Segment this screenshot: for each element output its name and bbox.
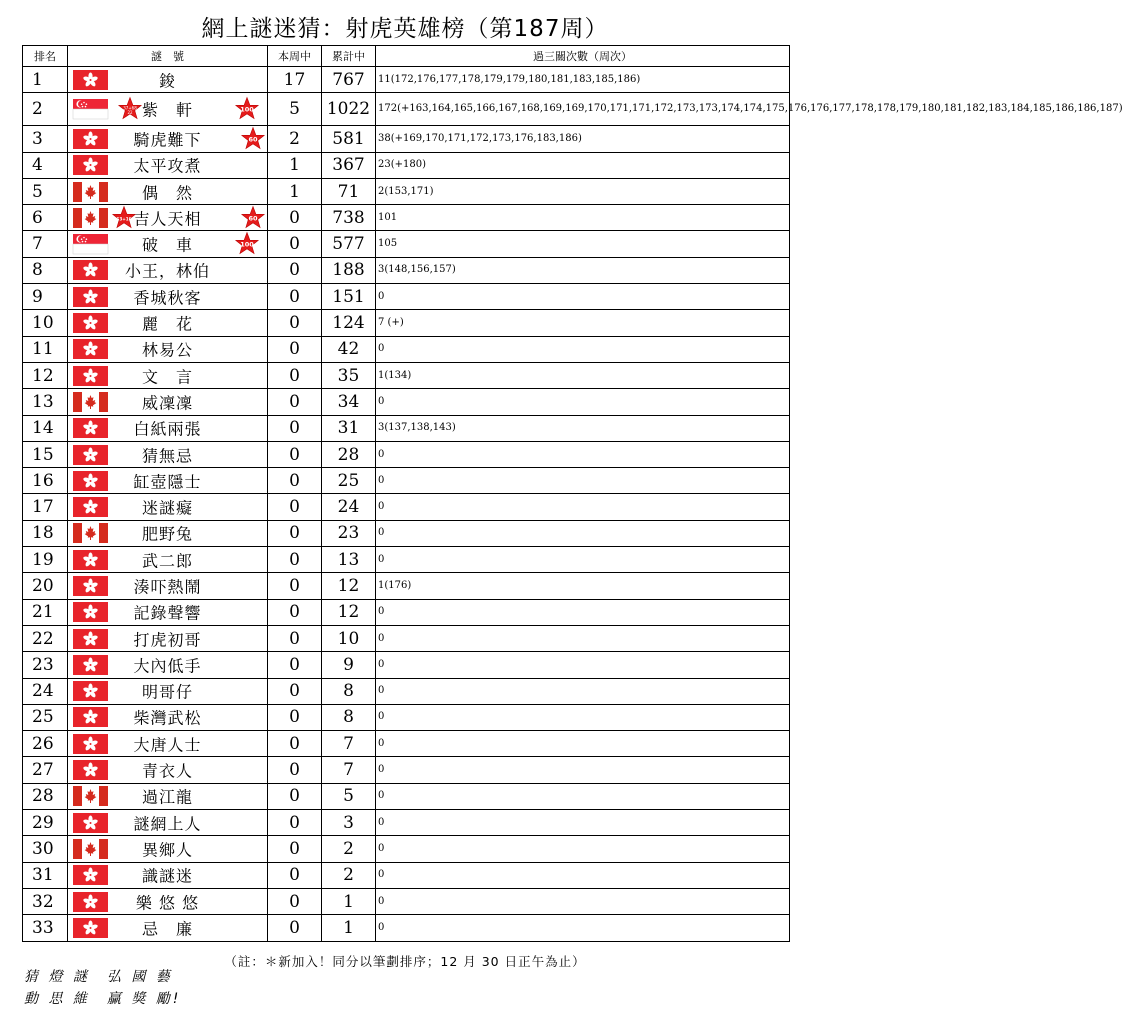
table-row (23, 468, 790, 494)
total-count-cell: 124 (322, 310, 376, 336)
table-row (23, 415, 790, 441)
past-record-cell: 105 (376, 231, 790, 257)
name-cell (68, 441, 268, 467)
past-record-cell: 0 (376, 678, 790, 704)
svg-text:60: 60 (248, 135, 258, 144)
name-cell (68, 389, 268, 415)
total-count-cell: 5 (322, 783, 376, 809)
page-title: 網上謎迷猜：射虎英雄榜（第187周） (201, 16, 609, 42)
name-cell (68, 468, 268, 494)
solver-name: 猜無忌 (141, 446, 193, 465)
total-count-cell: 13 (322, 547, 376, 573)
rank-cell: 31 (23, 862, 68, 888)
name-cell (68, 915, 268, 941)
rank-cell: 32 (23, 888, 68, 914)
total-count-cell: 34 (322, 389, 376, 415)
solver-name: 麗 花 (141, 314, 193, 334)
past-record-cell: 0 (376, 494, 790, 520)
week-count-cell: 0 (268, 520, 322, 546)
table-row (23, 915, 790, 941)
svg-text:100: 100 (240, 240, 254, 249)
past-record-cell: 3(137,138,143) (376, 415, 790, 441)
table-row (23, 441, 790, 467)
week-count-cell: 0 (268, 257, 322, 283)
solver-name: 武二郎 (141, 551, 193, 571)
table-row (23, 783, 790, 809)
past-record-cell: 172(+163,164,165,166,167,168,169,169,170,171,171,172,173,173,174,174,175,176,176,177,178,178,179,180,181,182,183,184,185,186,186,187) (376, 93, 790, 126)
past-record-cell: 7 (+) (376, 310, 790, 336)
week-count-cell: 0 (268, 915, 322, 941)
name-cell (68, 126, 268, 152)
solver-name: 太平攻煮 (133, 156, 202, 176)
rank-cell: 5 (23, 178, 68, 204)
name-cell (68, 336, 268, 362)
week-count-cell: 0 (268, 441, 322, 467)
past-record-cell: 38(+169,170,171,172,173,176,183,186) (376, 126, 790, 152)
total-count-cell: 35 (322, 362, 376, 388)
name-cell (68, 257, 268, 283)
past-record-cell: 1(176) (376, 573, 790, 599)
week-count-cell: 0 (268, 757, 322, 783)
total-count-cell: 9 (322, 652, 376, 678)
week-count-cell: 0 (268, 205, 322, 231)
week-count-cell: 0 (268, 731, 322, 757)
table-row (23, 257, 790, 283)
name-cell (68, 231, 268, 257)
past-record-cell: 0 (376, 599, 790, 625)
week-count-cell: 1 (268, 152, 322, 178)
total-count-cell: 31 (322, 415, 376, 441)
week-count-cell: 17 (268, 67, 322, 93)
table-row (23, 494, 790, 520)
rank-cell: 21 (23, 599, 68, 625)
table-row (23, 520, 790, 546)
past-record-cell: 0 (376, 625, 790, 651)
solver-name: 湊吓熱鬧 (133, 577, 202, 597)
slogan-line-2: 動 思 維 贏 獎 勵! (24, 991, 182, 1007)
total-count-cell: 151 (322, 284, 376, 310)
name-cell (68, 810, 268, 836)
solver-name: 記錄聲響 (133, 603, 202, 623)
past-record-cell: 0 (376, 783, 790, 809)
svg-text:22: 22 (127, 110, 133, 116)
total-count-cell: 767 (322, 67, 376, 93)
week-count-cell: 0 (268, 810, 322, 836)
name-cell (68, 599, 268, 625)
header-week: 本周中 (268, 46, 322, 67)
week-count-cell: 0 (268, 284, 322, 310)
week-count-cell: 0 (268, 362, 322, 388)
table-row (23, 67, 790, 93)
table-row (23, 625, 790, 651)
table-row (23, 152, 790, 178)
solver-name: 柴灣武松 (133, 708, 202, 728)
table-row (23, 336, 790, 362)
week-count-cell: 0 (268, 783, 322, 809)
total-count-cell: 23 (322, 520, 376, 546)
table-row (23, 704, 790, 730)
rank-cell: 18 (23, 520, 68, 546)
rank-cell: 30 (23, 836, 68, 862)
total-count-cell: 581 (322, 126, 376, 152)
rank-cell: 12 (23, 362, 68, 388)
table-row (23, 547, 790, 573)
past-record-cell: 0 (376, 731, 790, 757)
total-count-cell: 7 (322, 731, 376, 757)
header-past: 過三關次數（周次） (376, 46, 790, 67)
name-cell (68, 494, 268, 520)
week-count-cell: 0 (268, 336, 322, 362)
name-cell (68, 520, 268, 546)
past-record-cell: 0 (376, 547, 790, 573)
total-count-cell: 8 (322, 704, 376, 730)
solver-name: 大內低手 (133, 656, 202, 676)
solver-name: 謎網上人 (133, 814, 202, 834)
total-count-cell: 2 (322, 836, 376, 862)
past-record-cell: 1(134) (376, 362, 790, 388)
name-cell (68, 205, 268, 231)
solver-name: 大唐人士 (133, 735, 202, 755)
solver-name: 迷謎癡 (141, 498, 193, 518)
week-count-cell: 0 (268, 862, 322, 888)
header-row (23, 46, 790, 67)
past-record-cell: 3(148,156,157) (376, 257, 790, 283)
table-row (23, 178, 790, 204)
week-count-cell: 0 (268, 704, 322, 730)
solver-name: 識謎迷 (141, 866, 193, 886)
solver-name: 樂 悠 悠 (135, 893, 200, 913)
total-count-cell: 12 (322, 573, 376, 599)
solver-name: 異鄉人 (141, 840, 193, 860)
week-count-cell: 0 (268, 888, 322, 914)
solver-name: 鋑 (158, 71, 176, 91)
rank-cell: 22 (23, 625, 68, 651)
past-record-cell: 0 (376, 520, 790, 546)
solver-name: 明哥仔 (141, 682, 193, 702)
total-count-cell: 12 (322, 599, 376, 625)
past-record-cell: 0 (376, 336, 790, 362)
rank-cell: 3 (23, 126, 68, 152)
star-badge-icon (118, 97, 142, 121)
table-row (23, 862, 790, 888)
svg-text:60: 60 (248, 214, 258, 223)
solver-name: 忌 廉 (141, 919, 193, 939)
total-count-cell: 3 (322, 810, 376, 836)
table-row (23, 205, 790, 231)
table-row (23, 599, 790, 625)
rank-cell: 24 (23, 678, 68, 704)
rank-cell: 26 (23, 731, 68, 757)
svg-text:63+16: 63+16 (116, 216, 132, 222)
name-cell (68, 67, 268, 93)
total-count-cell: 25 (322, 468, 376, 494)
total-count-cell: 71 (322, 178, 376, 204)
week-count-cell: 0 (268, 389, 322, 415)
name-cell (68, 362, 268, 388)
name-cell (68, 178, 268, 204)
solver-name: 騎虎難下 (133, 130, 202, 150)
star-badge-icon (235, 97, 259, 121)
week-count-cell: 0 (268, 494, 322, 520)
past-record-cell: 0 (376, 757, 790, 783)
table-row (23, 389, 790, 415)
footnote: （註：＊新加入！同分以筆劃排序；12 月 30 日正午為止） (224, 954, 586, 969)
total-count-cell: 8 (322, 678, 376, 704)
rank-cell: 10 (23, 310, 68, 336)
past-record-cell: 2(153,171) (376, 178, 790, 204)
header-name: 謎 號 (68, 46, 268, 67)
table-row (23, 310, 790, 336)
solver-name: 青衣人 (141, 761, 193, 781)
name-cell (68, 731, 268, 757)
total-count-cell: 10 (322, 625, 376, 651)
table-row (23, 573, 790, 599)
rank-cell: 8 (23, 257, 68, 283)
header-rank: 排名 (23, 46, 68, 67)
name-cell (68, 862, 268, 888)
rank-cell: 15 (23, 441, 68, 467)
week-count-cell: 1 (268, 178, 322, 204)
solver-name: 威凜凜 (141, 393, 193, 413)
solver-name: 肥野兔 (141, 524, 193, 544)
slogan-line-1: 猜 燈 謎 弘 國 藝 (24, 969, 173, 985)
name-cell (68, 284, 268, 310)
name-cell (68, 310, 268, 336)
table-row (23, 284, 790, 310)
rank-cell: 14 (23, 415, 68, 441)
week-count-cell: 0 (268, 599, 322, 625)
rank-cell: 29 (23, 810, 68, 836)
total-count-cell: 24 (322, 494, 376, 520)
total-count-cell: 738 (322, 205, 376, 231)
total-count-cell: 1 (322, 915, 376, 941)
name-cell (68, 625, 268, 651)
leaderboard-table (22, 45, 1123, 942)
svg-text:37+68: 37+68 (123, 105, 137, 111)
solver-name: 文 言 (141, 367, 193, 387)
name-cell (68, 573, 268, 599)
rank-cell: 33 (23, 915, 68, 941)
past-record-cell: 0 (376, 836, 790, 862)
table-row (23, 757, 790, 783)
past-record-cell: 23(+180) (376, 152, 790, 178)
leaderboard-body (23, 67, 1123, 942)
total-count-cell: 2 (322, 862, 376, 888)
total-count-cell: 1 (322, 888, 376, 914)
week-count-cell: 0 (268, 573, 322, 599)
rank-cell: 1 (23, 67, 68, 93)
name-cell (68, 93, 268, 126)
table-row (23, 93, 790, 126)
star-badge-icon (235, 232, 259, 256)
star-badge-icon (112, 206, 136, 230)
solver-name: 紫 軒 (141, 100, 193, 120)
table-row (23, 231, 790, 257)
table-row (23, 836, 790, 862)
solver-name: 缸壺隱士 (133, 472, 202, 492)
rank-cell: 7 (23, 231, 68, 257)
past-record-cell: 0 (376, 468, 790, 494)
solver-name: 小王，林伯 (124, 261, 210, 281)
week-count-cell: 0 (268, 625, 322, 651)
past-record-cell: 0 (376, 704, 790, 730)
total-count-cell: 7 (322, 757, 376, 783)
table-row (23, 810, 790, 836)
past-record-cell: 11(172,176,177,178,179,179,180,181,183,185,186) (376, 67, 790, 93)
name-cell (68, 547, 268, 573)
rank-cell: 23 (23, 652, 68, 678)
week-count-cell: 0 (268, 652, 322, 678)
solver-name: 吉人天相 (133, 209, 202, 229)
name-cell (68, 757, 268, 783)
rank-cell: 19 (23, 547, 68, 573)
total-count-cell: 42 (322, 336, 376, 362)
week-count-cell: 0 (268, 310, 322, 336)
past-record-cell: 0 (376, 810, 790, 836)
total-count-cell: 28 (322, 441, 376, 467)
total-count-cell: 188 (322, 257, 376, 283)
rank-cell: 13 (23, 389, 68, 415)
star-badge-icon (241, 206, 265, 230)
rank-cell: 4 (23, 152, 68, 178)
rank-cell: 2 (23, 93, 68, 126)
solver-name: 白紙兩張 (133, 419, 202, 439)
solver-name: 破 車 (141, 235, 193, 255)
past-record-cell: 0 (376, 389, 790, 415)
table-row (23, 731, 790, 757)
header-total: 累計中 (322, 46, 376, 67)
name-cell (68, 836, 268, 862)
total-count-cell: 577 (322, 231, 376, 257)
past-record-cell: 0 (376, 888, 790, 914)
name-cell (68, 152, 268, 178)
week-count-cell: 0 (268, 836, 322, 862)
past-record-cell: 0 (376, 862, 790, 888)
table-row (23, 888, 790, 914)
rank-cell: 11 (23, 336, 68, 362)
total-count-cell: 367 (322, 152, 376, 178)
name-cell (68, 783, 268, 809)
rank-cell: 25 (23, 704, 68, 730)
solver-name: 香城秋客 (133, 288, 202, 308)
name-cell (68, 704, 268, 730)
rank-cell: 27 (23, 757, 68, 783)
rank-cell: 28 (23, 783, 68, 809)
week-count-cell: 5 (268, 93, 322, 126)
table-row (23, 652, 790, 678)
week-count-cell: 0 (268, 415, 322, 441)
past-record-cell: 0 (376, 441, 790, 467)
solver-name: 過江龍 (141, 787, 193, 807)
total-count-cell: 1022 (322, 93, 376, 126)
table-row (23, 126, 790, 152)
week-count-cell: 0 (268, 547, 322, 573)
rank-cell: 6 (23, 205, 68, 231)
week-count-cell: 2 (268, 126, 322, 152)
week-count-cell: 0 (268, 468, 322, 494)
table-row (23, 362, 790, 388)
past-record-cell: 0 (376, 284, 790, 310)
name-cell (68, 652, 268, 678)
past-record-cell: 101 (376, 205, 790, 231)
name-cell (68, 888, 268, 914)
solver-name: 偶 然 (141, 183, 193, 203)
svg-text:100: 100 (240, 105, 254, 114)
name-cell (68, 415, 268, 441)
week-count-cell: 0 (268, 678, 322, 704)
rank-cell: 20 (23, 573, 68, 599)
rank-cell: 16 (23, 468, 68, 494)
week-count-cell: 0 (268, 231, 322, 257)
solver-name: 林易公 (141, 340, 193, 360)
star-badge-icon (241, 127, 265, 151)
rank-cell: 17 (23, 494, 68, 520)
name-cell (68, 678, 268, 704)
solver-name: 打虎初哥 (133, 630, 202, 650)
table-row (23, 678, 790, 704)
past-record-cell: 0 (376, 915, 790, 941)
past-record-cell: 0 (376, 652, 790, 678)
rank-cell: 9 (23, 284, 68, 310)
